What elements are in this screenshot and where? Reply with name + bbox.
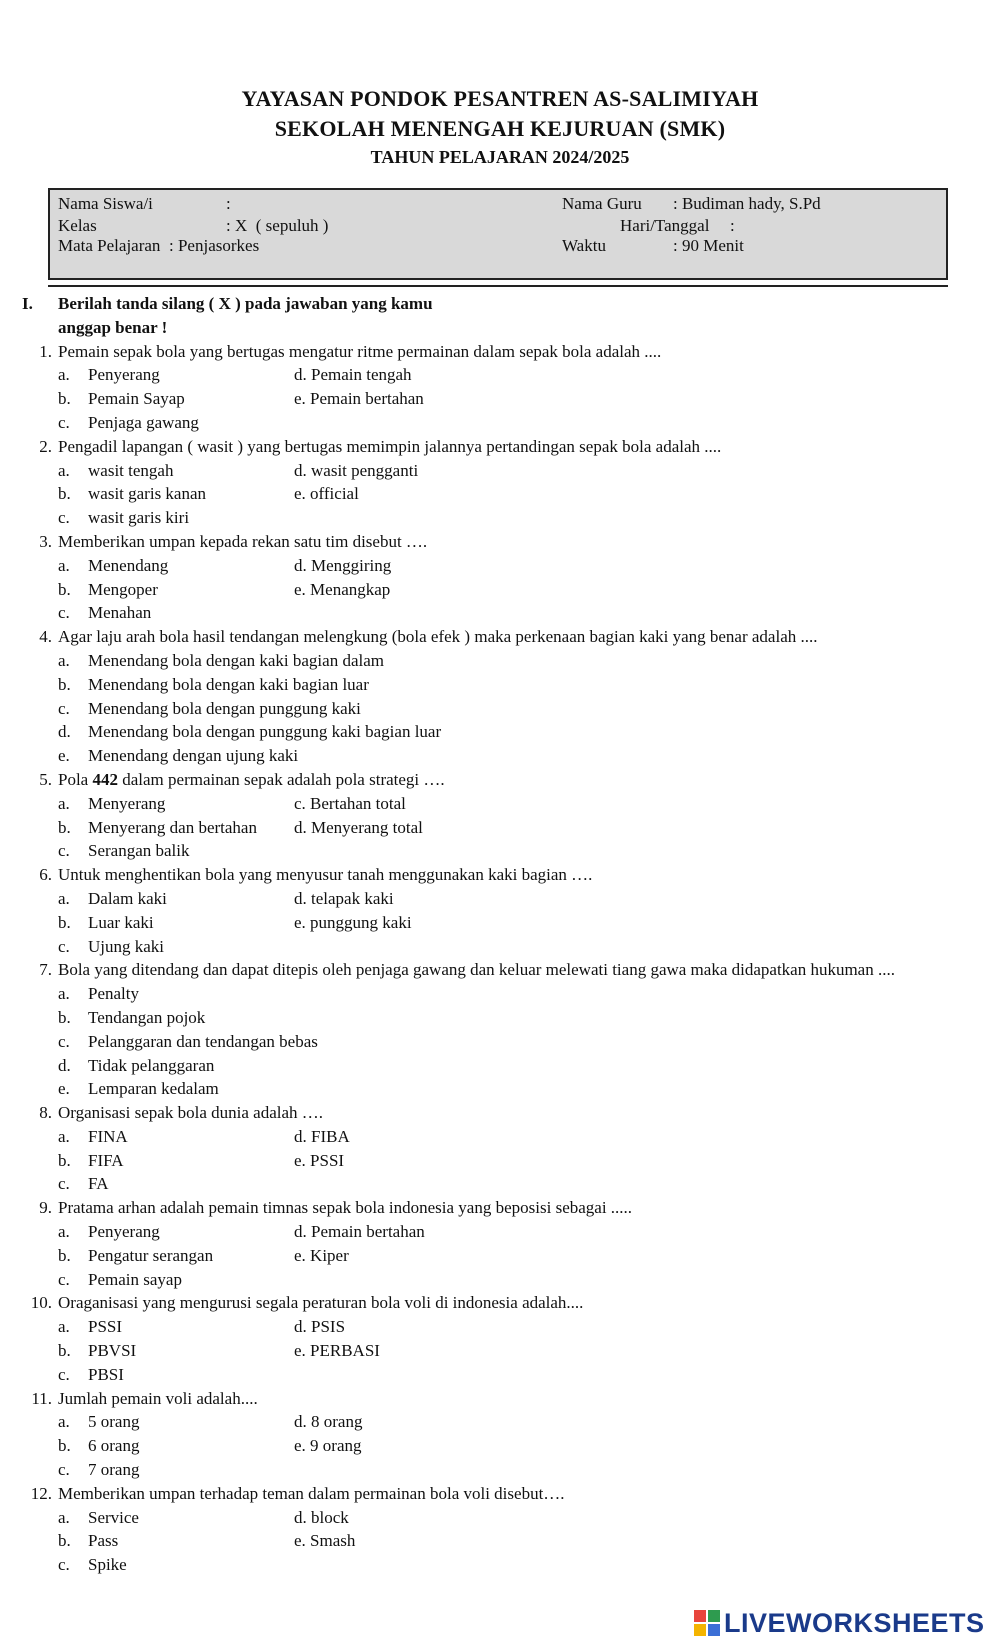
option-text[interactable]: Penyerang xyxy=(88,365,160,385)
answer-option-row xyxy=(0,1506,1000,1530)
option-letter[interactable]: a. xyxy=(58,365,70,385)
mapel-label: Mata Pelajaran xyxy=(58,236,161,255)
option-letter[interactable]: b. xyxy=(58,1531,71,1551)
option-letter[interactable]: a. xyxy=(58,1412,70,1432)
answer-option-row xyxy=(0,411,1000,435)
option-text[interactable]: Pengatur serangan xyxy=(88,1245,214,1265)
answer-option-row xyxy=(0,363,1000,387)
option-text-right[interactable]: d. block xyxy=(294,1507,349,1527)
option-text[interactable]: wasit garis kanan xyxy=(88,484,207,504)
question-row xyxy=(0,1196,1000,1220)
option-text-right[interactable]: e. 9 orang xyxy=(294,1436,362,1456)
option-letter[interactable]: a. xyxy=(58,1222,70,1242)
question-number: 3. xyxy=(39,531,52,551)
question-text: Pemain sepak bola yang bertugas mengatur ritme permainan dalam sepak bola adalah .... xyxy=(58,341,662,361)
option-text[interactable]: 7 orang xyxy=(88,1460,140,1480)
logo-square xyxy=(708,1624,720,1636)
answer-option-row xyxy=(0,887,1000,911)
option-text[interactable]: Penyerang xyxy=(88,1222,160,1242)
question-row xyxy=(0,768,1000,792)
option-text-right[interactable]: d. wasit pengganti xyxy=(294,460,419,480)
option-text-right[interactable]: d. Menggiring xyxy=(294,555,392,575)
option-text[interactable]: Luar kaki xyxy=(88,912,154,932)
option-text-right[interactable]: d. PSIS xyxy=(294,1317,346,1337)
option-letter[interactable]: b. xyxy=(58,484,71,504)
option-text[interactable]: Pass xyxy=(88,1531,119,1551)
answer-option-row xyxy=(0,673,1000,697)
question-number: 8. xyxy=(39,1103,52,1123)
answer-option-row xyxy=(0,792,1000,816)
option-letter[interactable]: b. xyxy=(58,1150,71,1170)
option-text[interactable]: Menendang dengan ujung kaki xyxy=(88,746,299,766)
question-text: Pengadil lapangan ( wasit ) yang bertugas memimpin jalannya pertandingan sepak bola adalah .... xyxy=(58,436,722,456)
option-letter[interactable]: a. xyxy=(58,555,70,575)
option-letter[interactable]: b. xyxy=(58,674,71,694)
option-letter[interactable]: a. xyxy=(58,460,70,480)
answer-option-row xyxy=(0,720,1000,744)
option-letter[interactable]: a. xyxy=(58,1126,70,1146)
answer-option-row xyxy=(0,1030,1000,1054)
option-text-right[interactable]: d. telapak kaki xyxy=(294,888,394,908)
answer-option-row xyxy=(0,1458,1000,1482)
question-text: Organisasi sepak bola dunia adalah …. xyxy=(58,1103,324,1123)
answer-option-row xyxy=(0,1244,1000,1268)
answer-option-row xyxy=(0,1125,1000,1149)
tanggal-field[interactable]: : xyxy=(730,216,735,235)
question-number: 9. xyxy=(39,1198,52,1218)
option-text[interactable]: 6 orang xyxy=(88,1436,140,1456)
option-text[interactable]: Pemain sayap xyxy=(88,1269,182,1289)
option-text[interactable]: PBSI xyxy=(88,1364,124,1384)
question-number: 10. xyxy=(30,1293,52,1313)
question-text xyxy=(58,768,445,792)
option-text[interactable]: Mengoper xyxy=(88,579,158,599)
option-text[interactable]: Menahan xyxy=(88,603,152,623)
option-letter[interactable]: c. xyxy=(58,841,70,861)
option-text[interactable]: Pelanggaran dan tendangan bebas xyxy=(88,1031,318,1051)
answer-option-row xyxy=(0,1315,1000,1339)
answer-option-row xyxy=(0,1410,1000,1434)
option-text[interactable]: Penalty xyxy=(88,984,139,1004)
student-info-box xyxy=(48,188,948,280)
question-row xyxy=(0,958,1000,982)
answer-option-row xyxy=(0,649,1000,673)
answer-option-row xyxy=(0,1220,1000,1244)
logo-square xyxy=(708,1610,720,1622)
option-text[interactable]: Menyerang dan bertahan xyxy=(88,817,257,837)
guru-value: : Budiman hady, S.Pd xyxy=(673,194,821,213)
kelas-value: : X ( sepuluh ) xyxy=(226,216,329,235)
answer-option-row xyxy=(0,1054,1000,1078)
option-letter[interactable]: a. xyxy=(58,984,70,1004)
question-row xyxy=(0,1101,1000,1125)
logo-square xyxy=(694,1624,706,1636)
answer-option-row xyxy=(0,578,1000,602)
question-row xyxy=(0,435,1000,459)
option-letter[interactable]: b. xyxy=(58,817,71,837)
answer-option-row xyxy=(0,744,1000,768)
option-letter[interactable]: a. xyxy=(58,793,70,813)
option-letter[interactable]: c. xyxy=(58,1460,70,1480)
option-text[interactable]: PSSI xyxy=(88,1317,123,1337)
question-text: Memberikan umpan kepada rekan satu tim disebut …. xyxy=(58,531,428,551)
question-number: 11. xyxy=(31,1388,52,1408)
question-text: Pratama arhan adalah pemain timnas sepak bola indonesia yang beposisi sebagai ..... xyxy=(58,1198,633,1218)
logo-icon xyxy=(694,1610,720,1636)
option-text[interactable]: 5 orang xyxy=(88,1412,140,1432)
waktu-label: Waktu xyxy=(562,236,606,255)
option-text[interactable]: Menendang bola dengan kaki bagian luar xyxy=(88,674,369,694)
option-letter[interactable]: d. xyxy=(58,722,71,742)
answer-option-row xyxy=(0,387,1000,411)
option-letter[interactable]: c. xyxy=(58,1031,70,1051)
option-text[interactable]: Menendang xyxy=(88,555,169,575)
option-letter[interactable]: b. xyxy=(58,912,71,932)
brand-name: LIVEWORKSHEETS xyxy=(724,1607,985,1638)
page-header xyxy=(0,84,1000,170)
option-text-right[interactable]: e. Kiper xyxy=(294,1245,349,1265)
option-letter[interactable]: e. xyxy=(58,746,70,766)
question-text-pre: Pola xyxy=(58,769,93,789)
option-letter[interactable]: b. xyxy=(58,1007,71,1027)
option-text[interactable]: Lemparan kedalam xyxy=(88,1079,219,1099)
answer-option-row xyxy=(0,1363,1000,1387)
question-row xyxy=(0,1387,1000,1411)
option-letter[interactable]: c. xyxy=(58,1269,70,1289)
question-number: 12. xyxy=(30,1483,52,1503)
question-number: 5. xyxy=(39,769,52,789)
question-text: Agar laju arah bola hasil tendangan melengkung (bola efek ) maka perkenaan bagian kaki yang benar adalah .... xyxy=(58,627,818,647)
logo-square xyxy=(694,1610,706,1622)
answer-option-row xyxy=(0,1172,1000,1196)
answer-option-row xyxy=(0,982,1000,1006)
option-text[interactable]: Tendangan pojok xyxy=(88,1007,206,1027)
option-letter[interactable]: c. xyxy=(58,1555,70,1575)
option-text[interactable]: Penjaga gawang xyxy=(88,412,199,432)
answer-option-row xyxy=(0,1529,1000,1553)
option-text-right[interactable]: d. 8 orang xyxy=(294,1412,363,1432)
option-text-right[interactable]: e. official xyxy=(294,484,359,504)
school-title: SEKOLAH MENENGAH KEJURUAN (SMK) xyxy=(274,116,726,141)
liveworksheets-logo xyxy=(694,1605,985,1641)
answer-option-row xyxy=(0,554,1000,578)
question-text: Jumlah pemain voli adalah.... xyxy=(58,1388,258,1408)
answer-option-row xyxy=(0,601,1000,625)
option-text[interactable]: Spike xyxy=(88,1555,127,1575)
answer-option-row xyxy=(0,816,1000,840)
answer-option-row xyxy=(0,1268,1000,1292)
question-number: 4. xyxy=(39,627,52,647)
option-letter[interactable]: c. xyxy=(58,1364,70,1384)
answer-option-row xyxy=(0,1434,1000,1458)
option-text-right[interactable]: e. Smash xyxy=(294,1531,356,1551)
option-text[interactable]: wasit garis kiri xyxy=(88,508,190,528)
option-letter[interactable]: b. xyxy=(58,1245,71,1265)
option-letter[interactable]: c. xyxy=(58,1174,70,1194)
answer-option-row xyxy=(0,1339,1000,1363)
answer-option-row xyxy=(0,1553,1000,1577)
answer-option-row xyxy=(0,839,1000,863)
option-text-right[interactable]: e. PERBASI xyxy=(294,1341,380,1361)
option-text-right[interactable]: c. Bertahan total xyxy=(294,793,406,813)
question-row xyxy=(0,1291,1000,1315)
option-letter[interactable]: b. xyxy=(58,1341,71,1361)
option-letter[interactable]: a. xyxy=(58,888,70,908)
answer-option-row xyxy=(0,1149,1000,1173)
waktu-value: : 90 Menit xyxy=(673,236,744,255)
answer-option-row xyxy=(0,911,1000,935)
question-text-bold: 442 xyxy=(92,769,118,789)
option-text[interactable]: Menendang bola dengan punggung kaki xyxy=(88,698,361,718)
academic-year: TAHUN PELAJARAN 2024/2025 xyxy=(370,147,630,167)
mapel-value: : Penjasorkes xyxy=(169,236,260,255)
option-letter[interactable]: a. xyxy=(58,1317,70,1337)
instruction xyxy=(0,292,1000,340)
instruction-line-2: anggap benar ! xyxy=(58,317,168,337)
question-row xyxy=(0,863,1000,887)
option-text-right[interactable]: d. Pemain tengah xyxy=(294,365,412,385)
option-text[interactable]: Menendang bola dengan punggung kaki bagian luar xyxy=(88,722,442,742)
option-text[interactable]: Serangan balik xyxy=(88,841,190,861)
question-list xyxy=(0,292,1000,1577)
question-row xyxy=(0,530,1000,554)
option-text[interactable]: Menendang bola dengan kaki bagian dalam xyxy=(88,650,384,670)
question-row xyxy=(0,340,1000,364)
option-text-right[interactable]: e. PSSI xyxy=(294,1150,345,1170)
option-letter[interactable]: c. xyxy=(58,603,70,623)
question-number: 1. xyxy=(39,341,52,361)
question-number: 6. xyxy=(39,865,52,885)
question-text: Untuk menghentikan bola yang menyusur tanah menggunakan kaki bagian …. xyxy=(58,865,593,885)
question-text: Memberikan umpan terhadap teman dalam permainan bola voli disebut…. xyxy=(58,1483,565,1503)
foundation-title: YAYASAN PONDOK PESANTREN AS-SALIMIYAH xyxy=(241,86,759,111)
option-text[interactable]: PBVSI xyxy=(88,1341,137,1361)
option-text[interactable]: Tidak pelanggaran xyxy=(88,1055,215,1075)
question-row xyxy=(0,1482,1000,1506)
question-number: 7. xyxy=(39,960,52,980)
option-text-right[interactable]: e. Pemain bertahan xyxy=(294,389,424,409)
option-text[interactable]: Ujung kaki xyxy=(88,936,165,956)
answer-option-row xyxy=(0,1006,1000,1030)
option-text[interactable]: FIFA xyxy=(88,1150,124,1170)
option-text-right[interactable]: d. FIBA xyxy=(294,1126,350,1146)
option-text[interactable]: Pemain Sayap xyxy=(88,389,185,409)
question-text: Bola yang ditendang dan dapat ditepis oleh penjaga gawang dan keluar melewati tiang gawa maka didapatkan hukuman .... xyxy=(58,960,895,980)
question-number: 2. xyxy=(39,436,52,456)
instruction-line-1: Berilah tanda silang ( X ) pada jawaban yang kamu xyxy=(58,294,433,313)
nama-siswa-label: Nama Siswa/i xyxy=(58,194,153,213)
option-letter[interactable]: c. xyxy=(58,698,70,718)
option-text[interactable]: Menyerang xyxy=(88,793,166,813)
answer-option-row xyxy=(0,697,1000,721)
answer-option-row xyxy=(0,1077,1000,1101)
option-text[interactable]: FA xyxy=(88,1174,109,1194)
option-letter[interactable]: c. xyxy=(58,508,70,528)
tanggal-label: Hari/Tanggal xyxy=(620,216,710,235)
option-text-right[interactable]: e. punggung kaki xyxy=(294,912,412,932)
nama-siswa-field[interactable]: : xyxy=(226,194,231,213)
option-letter[interactable]: c. xyxy=(58,936,70,956)
option-letter[interactable]: c. xyxy=(58,412,70,432)
option-text[interactable]: wasit tengah xyxy=(88,460,174,480)
divider xyxy=(48,285,948,287)
section-number: I. xyxy=(22,294,33,313)
option-letter[interactable]: b. xyxy=(58,389,71,409)
answer-option-row xyxy=(0,459,1000,483)
guru-label: Nama Guru xyxy=(562,194,642,213)
answer-option-row xyxy=(0,506,1000,530)
option-letter[interactable]: b. xyxy=(58,1436,71,1456)
answer-option-row xyxy=(0,482,1000,506)
question-text: Oraganisasi yang mengurusi segala peraturan bola voli di indonesia adalah.... xyxy=(58,1293,584,1313)
option-text-right[interactable]: d. Pemain bertahan xyxy=(294,1222,425,1242)
option-letter[interactable]: b. xyxy=(58,579,71,599)
option-letter[interactable]: e. xyxy=(58,1079,70,1099)
kelas-label: Kelas xyxy=(58,216,97,235)
option-letter[interactable]: a. xyxy=(58,650,70,670)
question-row xyxy=(0,625,1000,649)
answer-option-row xyxy=(0,935,1000,959)
option-text[interactable]: Dalam kaki xyxy=(88,888,167,908)
option-text[interactable]: Service xyxy=(88,1507,139,1527)
option-text-right[interactable]: d. Menyerang total xyxy=(294,817,423,837)
option-letter[interactable]: a. xyxy=(58,1507,70,1527)
option-letter[interactable]: d. xyxy=(58,1055,71,1075)
option-text-right[interactable]: e. Menangkap xyxy=(294,579,391,599)
question-text-post: dalam permainan sepak adalah pola strategi …. xyxy=(117,769,445,789)
option-text[interactable]: FINA xyxy=(88,1126,128,1146)
